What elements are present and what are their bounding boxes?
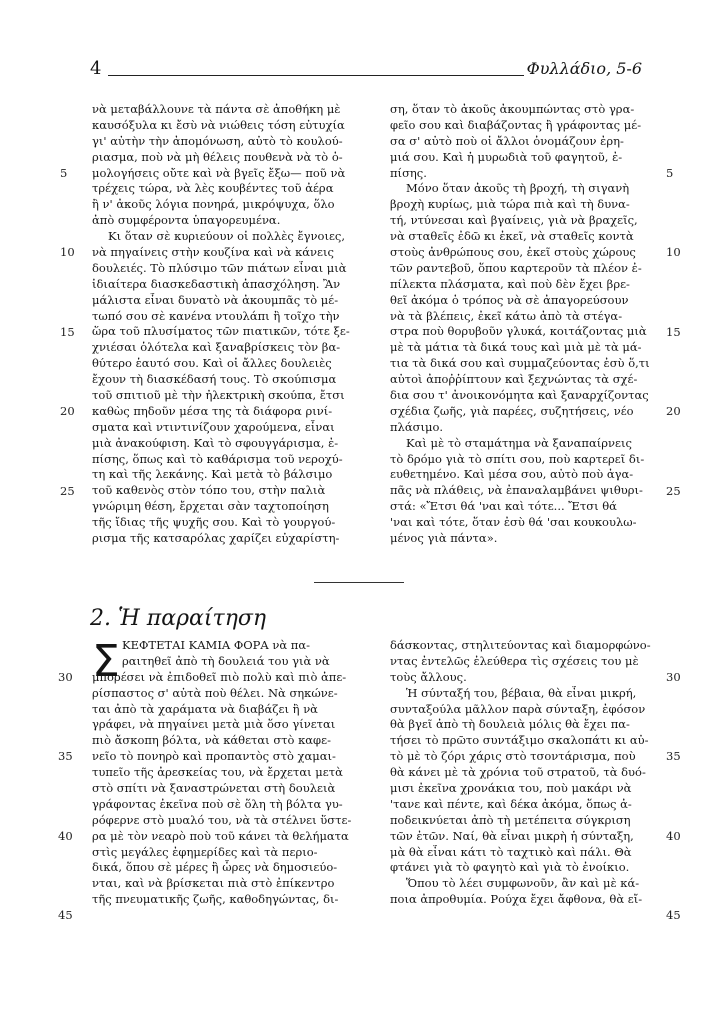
text-line: ἰδιαίτερα διασκεδαστικὴ ἀπασχόληση. Ἂν [92,276,341,291]
line-number: 15 [666,324,681,339]
text-line: ρισμα τῆς κατσαρόλας χαρίζει εὐχαρίστη- [92,531,340,546]
text-line: συνταξούλα μᾶλλον παρὰ σύνταξη, ἐφόσον [390,701,646,716]
text-line: μολογήσεις οὔτε καὶ νὰ βγεῖς ἔξω— ποῦ νὰ [92,165,346,180]
line-number: 5 [60,165,68,180]
column-bottom-left [92,638,360,908]
line-number: 20 [60,404,75,419]
line-number: 40 [666,828,681,843]
text-line: ραιτηθεῖ ἀπὸ τὴ δουλειά του γιὰ νὰ [122,653,330,668]
line-number: 30 [58,669,73,684]
text-line: πλάσιμο. [390,419,444,434]
text-line: σχέδια ζωῆς, γιὰ παρέες, συζητήσεις, νέο [390,403,634,418]
text-line: ἔχουν τὴ διασκέδασή τους. Τὸ σκούπισμα [92,372,337,387]
text-line: πᾶς νὰ πλάθεις, νὰ ἐπαναλαμβάνει ψιθυρι- [390,483,643,498]
text-line: 'τανε καὶ πέντε, καὶ δέκα ἀκόμα, ὅπως ἀ- [390,796,632,811]
text-line: ρίσπαστος σ' αὐτὰ ποὺ θέλει. Νὰ σηκώνε- [92,685,338,700]
text-line: βροχὴ κυρίως, μιὰ τώρα πιὰ καὶ τὴ δυνα- [390,197,630,212]
text-line: μάλιστα εἶναι δυνατὸ νὰ ἀκουμπᾶς τὸ μέ- [92,292,339,307]
section-separator [314,582,404,583]
line-number: 45 [666,908,681,923]
text-line: ἢ ν' ἀκοῦς λόγια πονηρά, μικρόψυχα, ὅλο [92,197,335,212]
text-line: νὰ πηγαίνεις στὴν κουζίνα καὶ νὰ κάνεις [92,245,334,260]
text-line: τῶν ἐτῶν. Ναί, θὰ εἶναι μικρὴ ἡ σύνταξη, [390,828,634,843]
text-line: τήσει τὸ πρῶτο συντάξιμο σκαλοπάτι κι αὐ- [390,733,649,748]
text-line: μισι ἐκεῖνα χρονάκια του, ποὺ μακάρι νὰ [390,781,632,796]
text-line: τυπεῖο τῆς ἀρεσκείας του, νὰ ἔρχεται μετὰ [92,765,343,780]
text-line: θὰ κάνει μὲ τὰ χρόνια τοῦ στρατοῦ, τὰ δυό- [390,765,646,780]
text-line: μιὰ ἀνακούφιση. Καὶ τὸ σφουγγάρισμα, ἐ- [92,435,339,450]
column-top-right [390,102,652,547]
line-number: 35 [666,749,681,764]
text-line: τρέχεις τώρα, νὰ λὲς κουβέντες τοῦ ἀέρα [92,181,334,196]
text-line: μὰ θὰ εἶναι κάτι τὸ ταχτικὸ καὶ πάλι. Θὰ [390,844,632,859]
line-number: 10 [666,245,681,260]
text-line: Κι ὅταν σὲ κυριεύουν οἱ πολλὲς ἔγνοιες, [108,229,346,244]
line-number: 25 [666,483,681,498]
text-line: θὰ βγεῖ ἀπὸ τὴ δουλειὰ μόλις θὰ ἔχει πα- [390,717,630,732]
text-line: ποια ἀπροθυμία. Ρούχα ἔχει ἄφθονα, θὰ εἴ- [390,892,643,907]
text-line: δικά, ὅπου σὲ μέρες ἢ ὧρες νὰ δημοσιεύο- [92,860,338,875]
text-line: ριασμα, ποὺ νὰ μὴ θέλεις πουθενὰ νὰ τὸ ὁ- [92,149,343,164]
text-line: στρα ποὺ θορυβοῦν γλυκά, κοιτάζοντας μιὰ [390,324,647,339]
text-line: Ὅπου τὸ λέει συμφωνοῦν, ἂν καὶ μὲ κά- [406,876,640,891]
text-line: γράφει, νὰ πηγαίνει μετὰ μιὰ ὅσο γίνεται [92,717,336,732]
text-line: τια τὰ δικά σου καὶ συμμαζεύοντας ἐσὺ ὅ,τι [390,356,650,371]
text-line: πιὸ ἄσκοπη βόλτα, νὰ κάθεται στὸ καφε- [92,733,331,748]
text-line: στὶς μεγάλες ἐφημερίδες καὶ τὰ περιο- [92,844,318,859]
text-line: τή, ντύνεσαι καὶ βγαίνεις, γιὰ νὰ βραχεῖς, [390,213,638,228]
page-number: 4 [90,58,102,79]
text-line: ση, ὅταν τὸ ἀκοῦς ἀκουμπώντας στὸ γρα- [390,102,635,116]
line-number: 20 [666,404,681,419]
text-line: Ἡ σύνταξή του, βέβαια, θὰ εἶναι μικρή, [406,685,637,700]
text-line: νεῖο τὸ πονηρὸ καὶ προπαντὸς στὸ χαμαι- [92,749,336,764]
text-line: νὰ μεταβάλλουνε τὰ πάντα σὲ ἀποθήκη μὲ [92,102,341,116]
text-line: τῆς ἴδιας τῆς ψυχῆς σου. Καὶ τὸ γουργού- [92,515,336,530]
text-line: πίσης, ὅπως καὶ τὸ καθάρισμα τοῦ νεροχύ- [92,451,343,466]
header-rule [108,75,524,76]
text-line: καθὼς πηδοῦν μέσα της τὰ διάφορα ρινί- [92,403,333,418]
text-line: ντας ἐντελῶς ἐλεύθερα τὶς σχέσεις του μὲ [390,653,639,668]
text-line: δάσκοντας, στηλιτεύοντας καὶ διαμορφώνο- [390,638,651,652]
text-line: ποδεικνύεται ἀπὸ τὴ μετέπειτα σύγκριση [390,812,631,827]
text-line: τοῦ καθενὸς στὸν τόπο του, στὴν παλιὰ [92,483,326,498]
text-line: τη καὶ τῆς λεκάνης. Καὶ μετὰ τὸ βάλσιμο [92,467,333,482]
line-number: 30 [666,669,681,684]
text-line: μιά σου. Καὶ ἡ μυρωδιὰ τοῦ φαγητοῦ, ἐ- [390,149,623,164]
text-line: καυσόξυλα κι ἔσὺ νὰ νιώθεις τόση εὐτυχία [92,117,345,132]
running-title: Φυλλάδιο, 5-6 [526,59,642,78]
text-line: τῶν ραντεβοῦ, ὅπου καρτεροῦν τὰ πλέον ἐ- [390,260,642,275]
text-line: τοὺς ἄλλους. [390,669,467,684]
text-line: στοὺς ἀνθρώπους σου, ἐκεῖ στοὺς χώρους [390,245,636,260]
text-line: Καὶ μὲ τὸ σταμάτημα νὰ ξαναπαίρνεις [406,435,632,450]
text-line: 'ναι καὶ τότε, ὅταν ἐσὺ θά 'σαι κουκουλω- [390,515,637,530]
page-header [90,58,642,80]
line-number: 5 [666,165,674,180]
text-line: δουλειές. Τὸ πλύσιμο τῶν πιάτων εἶναι μιὰ [92,260,347,275]
text-line: γι' αὐτὴν τὴν ἀπομόνωση, αὐτὸ τὸ κουλού- [92,133,343,148]
text-line: θεῖ ἀκόμα ὁ τρόπος νὰ σὲ ἀπαγορεύσουν [390,292,629,307]
text-line: Μόνο ὅταν ἀκοῦς τὴ βροχή, τὴ σιγανὴ [406,181,630,196]
text-line: φεῖο σου καὶ διαβάζοντας ἢ γράφοντας μέ- [390,117,642,132]
text-line: τὸ δρόμο γιὰ τὸ σπίτι σου, ποὺ καρτερεῖ δι- [390,451,645,466]
line-number: 40 [58,828,73,843]
text-line: ται ἀπὸ τὰ χαράματα νὰ διαβάζει ἢ νὰ [92,701,318,716]
text-line: θύτερο ἑαυτό σου. Καὶ οἱ ἄλλες δουλειὲς [92,356,332,371]
text-line: γράφοντας ἐκεῖνα ποὺ σὲ ὅλη τὴ βόλτα γυ- [92,796,343,811]
drop-cap: Σ [92,636,120,687]
text-line: στά: «Ἔτσι θά 'ναι καὶ τότε... Ἔτσι θά [390,499,617,514]
text-line: ρόφερνε στὸ μυαλό του, νὰ τὰ στέλνει ὕστε- [92,812,352,827]
text-line: ἀπὸ συμφέροντα ὑπαγορευμένα. [92,213,281,228]
text-line: φτάνει γιὰ τὸ φαγητὸ καὶ γιὰ τὸ ἐνοίκιο. [390,860,630,875]
text-line: μὲ τὰ μάτια τὰ δικά τους καὶ μιὰ μὲ τὰ μά- [390,340,642,355]
text-line: γνώριμη θέση, ἔρχεται σὰν ταχτοποίηση [92,499,329,514]
text-line: πίλεκτα πλάσματα, καὶ ποὺ δὲν ἔχει βρε- [390,276,630,291]
line-number: 25 [60,483,75,498]
text-line: τωπό σου σὲ κανένα ντουλάπι ἢ τοῖχο τὴν [92,308,340,323]
text-line: νὰ τὰ βλέπεις, ἐκεῖ κάτω ἀπὸ τὰ στέγα- [390,308,623,323]
text-line: τῆς πνευματικῆς ζωῆς, καθοδηγώντας, δι- [92,892,339,907]
text-line: δια σου τ' ἀνοικονόμητα καὶ ξαναρχίζοντας [390,388,649,403]
line-number: 15 [60,324,75,339]
section-title: 2. Ἡ παραίτηση [90,606,267,631]
column-bottom-right [390,638,652,908]
text-line: σματα καὶ ντιντινίζουν χαρούμενα, εἶναι [92,419,335,434]
text-line: σα σ' αὐτὸ ποὺ οἱ ἄλλοι ὀνομάζουν ἐρη- [390,133,624,148]
text-line: μπορέσει νὰ ἐπιδοθεῖ πιὸ πολὺ καὶ πιὸ ἀπε- [92,669,347,684]
line-number: 45 [58,908,73,923]
line-number: 10 [60,245,75,260]
text-line: μένος γιὰ πάντα». [390,531,498,546]
text-line: στὸ σπίτι νὰ ξαναστρώνεται στὴ δουλειὰ [92,781,336,796]
column-top-left [92,102,360,547]
text-line: ΚΕΦΤΕΤΑΙ ΚΑΜΙΑ ΦΟΡΑ νὰ πα- [122,638,311,652]
text-line: τὸ μὲ τὸ ζόρι χάρις στὸ τσοντάρισμα, ποὺ [390,749,636,764]
text-line: νὰ σταθεῖς ἐδῶ κι ἐκεῖ, νὰ σταθεῖς κοντὰ [390,229,634,244]
text-line: πίσης. [390,165,427,180]
text-line: ευθετημένο. Καὶ μέσα σου, αὐτὸ ποὺ ἀγα- [390,467,634,482]
text-line: ρα μὲ τὸν νεαρὸ ποὺ τοῦ κάνει τὰ θελήματα [92,828,349,843]
text-line: ὥρα τοῦ πλυσίματος τῶν πιατικῶν, τότε ξε- [92,324,350,339]
line-number: 35 [58,749,73,764]
text-line: αὐτοὶ ἀποῤῥίπτουν καὶ ξεχνώντας τὰ σχέ- [390,372,638,387]
text-line: τοῦ σπιτιοῦ μὲ τὴν ἠλεκτρικὴ σκούπα, ἔτσι [92,388,345,403]
text-line: χνιέσαι ὁλότελα καὶ ξαναβρίσκεις τὸν βα- [92,340,341,355]
text-line: νται, καὶ νὰ βρίσκεται πιὰ στὸ ἐπίκεντρο [92,876,335,891]
